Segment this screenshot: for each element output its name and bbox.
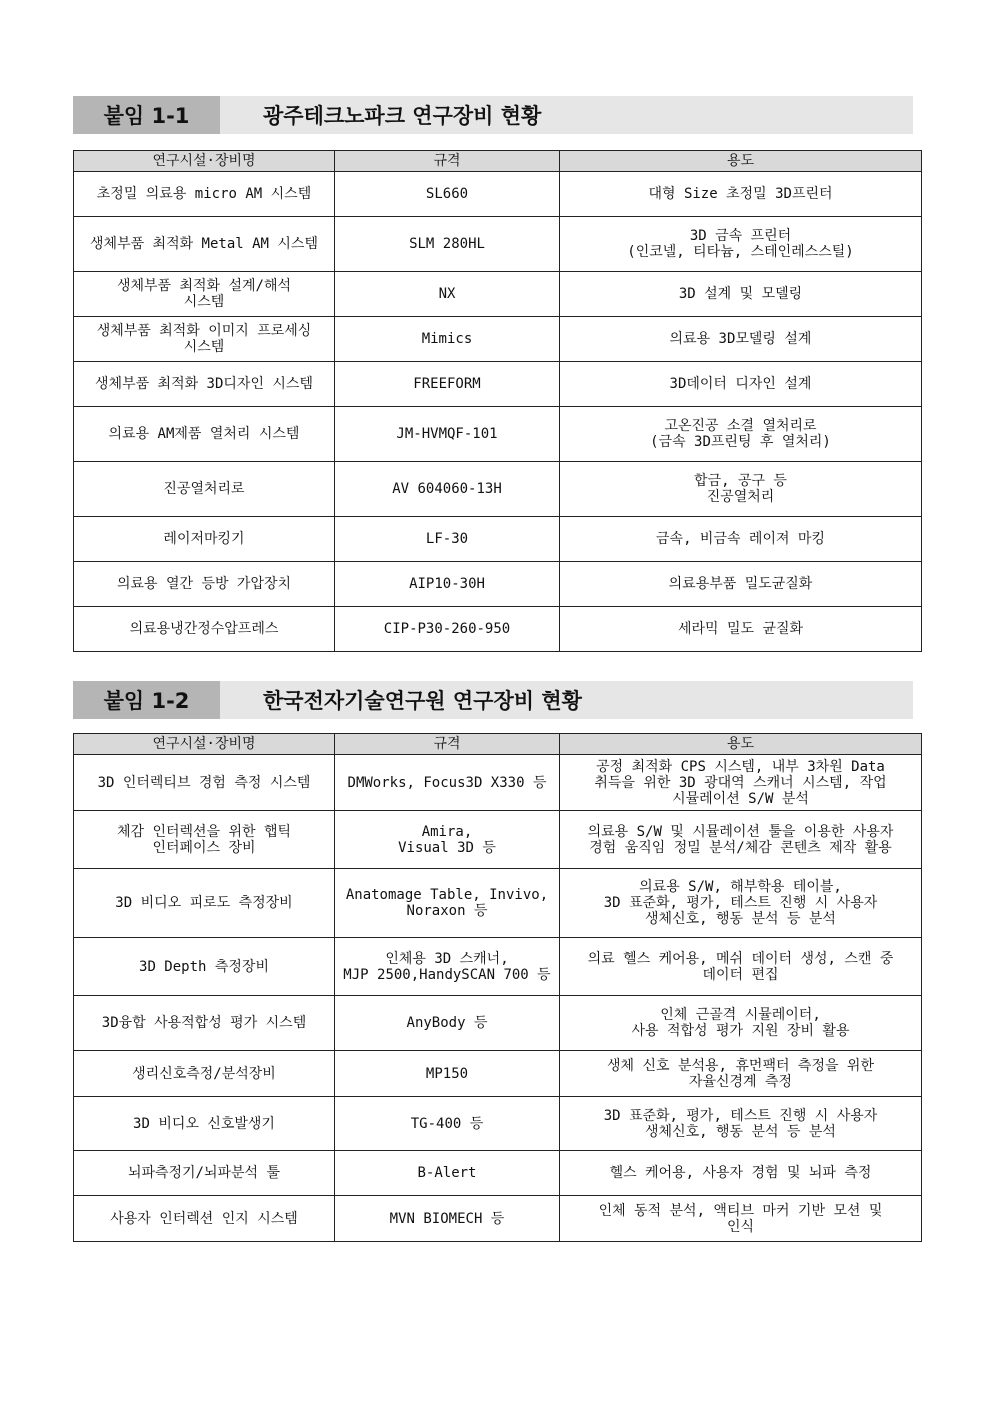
table-row — [74, 1051, 922, 1097]
equipment-name-cell-text: 생리신호측정/분석장비 — [132, 1065, 276, 1082]
specification-cell-text: 인체용 3D 스캐너, MJP 2500,HandySCAN 700 등 — [343, 950, 551, 983]
specification-cell-text: Mimics — [421, 331, 473, 347]
specification-cell — [335, 996, 560, 1051]
specification-cell-text: AnyBody 등 — [406, 1015, 488, 1031]
usage-cell-text: 3D 금속 프린터 (인코넬, 티타늄, 스테인레스스틸) — [627, 228, 854, 260]
table-row — [74, 811, 922, 869]
specification-cell — [335, 272, 560, 317]
usage-cell — [560, 562, 922, 607]
equipment-name-cell — [74, 217, 335, 272]
specification-cell — [335, 172, 560, 217]
equipment-name-cell-text: 생체부품 최적화 설계/해석 시스템 — [116, 278, 292, 310]
equipment-name-cell-text: 사용자 인터렉션 인지 시스템 — [110, 1210, 298, 1227]
specification-cell — [335, 938, 560, 996]
equipment-name-cell — [74, 996, 335, 1051]
usage-cell-text: 3D데이터 디자인 설계 — [669, 376, 812, 392]
usage-cell — [560, 938, 922, 996]
equipment-name-cell — [74, 362, 335, 407]
usage-cell-text: 생체 신호 분석용, 휴먼팩터 측정을 위한 자율신경계 측정 — [607, 1057, 874, 1090]
specification-cell-text: SL660 — [425, 186, 469, 202]
equipment-name-cell-text: 생체부품 최적화 Metal AM 시스템 — [90, 236, 318, 252]
specification-cell-text: LF-30 — [425, 531, 469, 547]
usage-cell-text: 의료용 3D모델링 설계 — [669, 331, 812, 347]
table-header-row — [74, 734, 922, 755]
header-equipment-name: 연구시설·장비명 — [74, 151, 335, 172]
specification-cell-text: Amira, Visual 3D 등 — [398, 823, 496, 856]
section1-title-bar — [73, 96, 913, 134]
usage-cell-text: 합금, 공구 등 진공열처리 — [694, 473, 787, 505]
header-equipment-name: 연구시설·장비명 — [74, 734, 335, 755]
usage-cell — [560, 172, 922, 217]
equipment-name-cell — [74, 755, 335, 811]
equipment-name-cell-text: 체감 인터렉션을 위한 햅틱 인터페이스 장비 — [116, 823, 292, 856]
table-row — [74, 362, 922, 407]
section2-badge: 붙임 1-2 — [73, 681, 220, 719]
usage-cell-text: 3D 설계 및 모델링 — [678, 286, 803, 302]
table-header-row — [74, 151, 922, 172]
table-row — [74, 938, 922, 996]
specification-cell — [335, 1196, 560, 1242]
specification-cell — [335, 217, 560, 272]
usage-cell-text: 헬스 케어용, 사용자 경험 및 뇌파 측정 — [609, 1165, 872, 1181]
usage-cell-text: 의료 헬스 케어용, 메쉬 데이터 생성, 스캔 중 데이터 편집 — [587, 950, 894, 983]
specification-cell-text: CIP-P30-260-950 — [383, 621, 511, 637]
equipment-name-cell-text: 의료용 열간 등방 가압장치 — [116, 576, 292, 592]
table-row — [74, 1151, 922, 1196]
equipment-name-cell — [74, 938, 335, 996]
specification-cell — [335, 362, 560, 407]
specification-cell-text: MP150 — [425, 1065, 469, 1082]
equipment-name-cell-text: 3D융합 사용적합성 평가 시스템 — [101, 1015, 307, 1031]
table-row — [74, 517, 922, 562]
equipment-name-cell — [74, 517, 335, 562]
equipment-name-cell — [74, 1051, 335, 1097]
section1-badge: 붙임 1-1 — [73, 96, 220, 134]
equipment-name-cell-text: 초정밀 의료용 micro AM 시스템 — [96, 186, 312, 202]
specification-cell — [335, 811, 560, 869]
usage-cell-text: 금속, 비금속 레이져 마킹 — [656, 531, 825, 547]
table-row — [74, 607, 922, 652]
section1-title: 광주테크노파크 연구장비 현황 — [263, 104, 542, 128]
usage-cell-text: 인체 근골격 시뮬레이터, 사용 적합성 평가 지원 장비 활용 — [631, 1007, 850, 1039]
equipment-name-cell — [74, 869, 335, 938]
specification-cell — [335, 1151, 560, 1196]
equipment-name-cell — [74, 272, 335, 317]
equipment-name-cell — [74, 172, 335, 217]
usage-cell-text: 고온진공 소결 열처리로 (금속 3D프린팅 후 열처리) — [650, 418, 831, 450]
equipment-name-cell — [74, 1097, 335, 1151]
equipment-name-cell-text: 진공열처리로 — [163, 481, 245, 497]
table-row — [74, 217, 922, 272]
usage-cell — [560, 1051, 922, 1097]
equipment-name-cell — [74, 562, 335, 607]
header-usage: 용도 — [560, 151, 922, 172]
specification-cell — [335, 1097, 560, 1151]
usage-cell — [560, 317, 922, 362]
usage-cell-text: 의료용 S/W 및 시뮬레이션 툴을 이용한 사용자 경험 움직임 정밀 분석/체감 콘텐츠 제작 활용 — [587, 823, 894, 856]
section1-equipment-table — [73, 150, 922, 652]
specification-cell-text: JM-HVMQF-101 — [396, 426, 498, 442]
table-row — [74, 869, 922, 938]
table-row — [74, 562, 922, 607]
equipment-name-cell — [74, 1151, 335, 1196]
section2-title: 한국전자기술연구원 연구장비 현황 — [263, 689, 582, 713]
specification-cell-text: FREEFORM — [413, 376, 481, 392]
usage-cell — [560, 217, 922, 272]
usage-cell — [560, 607, 922, 652]
table-row — [74, 407, 922, 462]
usage-cell-text: 공정 최적화 CPS 시스템, 내부 3차원 Data 취득을 위한 3D 광대역 스캐너 시스템, 작업 시뮬레이션 S/W 분석 — [594, 758, 887, 807]
specification-cell-text: B-Alert — [417, 1165, 477, 1181]
equipment-name-cell-text: 3D 비디오 신호발생기 — [133, 1115, 275, 1132]
usage-cell — [560, 1151, 922, 1196]
equipment-name-cell-text: 레이저마킹기 — [163, 531, 245, 547]
specification-cell-text: NX — [438, 286, 456, 302]
usage-cell — [560, 1097, 922, 1151]
table-row — [74, 317, 922, 362]
equipment-name-cell-text: 3D Depth 측정장비 — [139, 958, 269, 975]
equipment-name-cell — [74, 317, 335, 362]
equipment-name-cell-text: 의료용 AM제품 열처리 시스템 — [108, 426, 300, 442]
table-row — [74, 1196, 922, 1242]
equipment-name-cell — [74, 811, 335, 869]
specification-cell — [335, 755, 560, 811]
specification-cell — [335, 869, 560, 938]
table-row — [74, 272, 922, 317]
table-row — [74, 996, 922, 1051]
equipment-name-cell — [74, 462, 335, 517]
usage-cell — [560, 272, 922, 317]
usage-cell — [560, 869, 922, 938]
usage-cell-text: 세라믹 밀도 균질화 — [677, 621, 804, 637]
specification-cell — [335, 607, 560, 652]
usage-cell-text: 3D 표준화, 평가, 테스트 진행 시 사용자 생체신호, 행동 분석 등 분석 — [603, 1107, 878, 1140]
specification-cell — [335, 517, 560, 562]
specification-cell — [335, 407, 560, 462]
usage-cell-text: 의료용 S/W, 해부학용 테이블, 3D 표준화, 평가, 테스트 진행 시 사용자 생체신호, 행동 분석 등 분석 — [603, 879, 878, 927]
equipment-name-cell-text: 3D 인터렉티브 경험 측정 시스템 — [97, 774, 311, 791]
usage-cell-text: 의료용부품 밀도균질화 — [668, 576, 813, 592]
equipment-name-cell-text: 생체부품 최적화 3D디자인 시스템 — [95, 376, 313, 392]
specification-cell-text: AIP10-30H — [409, 576, 485, 592]
equipment-name-cell-text: 의료용냉간정수압프레스 — [129, 621, 279, 637]
section2-title-bar — [73, 681, 913, 719]
usage-cell — [560, 362, 922, 407]
equipment-name-cell — [74, 607, 335, 652]
specification-cell — [335, 462, 560, 517]
specification-cell-text: SLM 280HL — [409, 236, 485, 252]
equipment-name-cell — [74, 407, 335, 462]
equipment-name-cell-text: 생체부품 최적화 이미지 프로세싱 시스템 — [96, 323, 312, 355]
specification-cell — [335, 317, 560, 362]
usage-cell — [560, 755, 922, 811]
specification-cell — [335, 562, 560, 607]
header-specification: 규격 — [335, 734, 560, 755]
usage-cell — [560, 811, 922, 869]
usage-cell-text: 대형 Size 초정밀 3D프린터 — [648, 186, 833, 202]
table-row — [74, 462, 922, 517]
table-row — [74, 172, 922, 217]
specification-cell-text: AV 604060-13H — [392, 481, 502, 497]
equipment-name-cell — [74, 1196, 335, 1242]
table-row — [74, 1097, 922, 1151]
specification-cell-text: Anatomage Table, Invivo, Noraxon 등 — [345, 887, 549, 919]
usage-cell-text: 인체 동적 분석, 액티브 마커 기반 모션 및 인식 — [598, 1202, 883, 1235]
equipment-name-cell-text: 뇌파측정기/뇌파분석 툴 — [127, 1165, 281, 1181]
specification-cell-text: MVN BIOMECH 등 — [389, 1210, 505, 1227]
usage-cell — [560, 996, 922, 1051]
usage-cell — [560, 462, 922, 517]
table-row — [74, 755, 922, 811]
section2-equipment-table — [73, 733, 922, 1242]
usage-cell — [560, 407, 922, 462]
usage-cell — [560, 517, 922, 562]
specification-cell-text: DMWorks, Focus3D X330 등 — [347, 774, 547, 791]
specification-cell-text: TG-400 등 — [410, 1115, 484, 1132]
specification-cell — [335, 1051, 560, 1097]
header-usage: 용도 — [560, 734, 922, 755]
header-specification: 규격 — [335, 151, 560, 172]
equipment-name-cell-text: 3D 비디오 피로도 측정장비 — [115, 895, 293, 911]
usage-cell — [560, 1196, 922, 1242]
